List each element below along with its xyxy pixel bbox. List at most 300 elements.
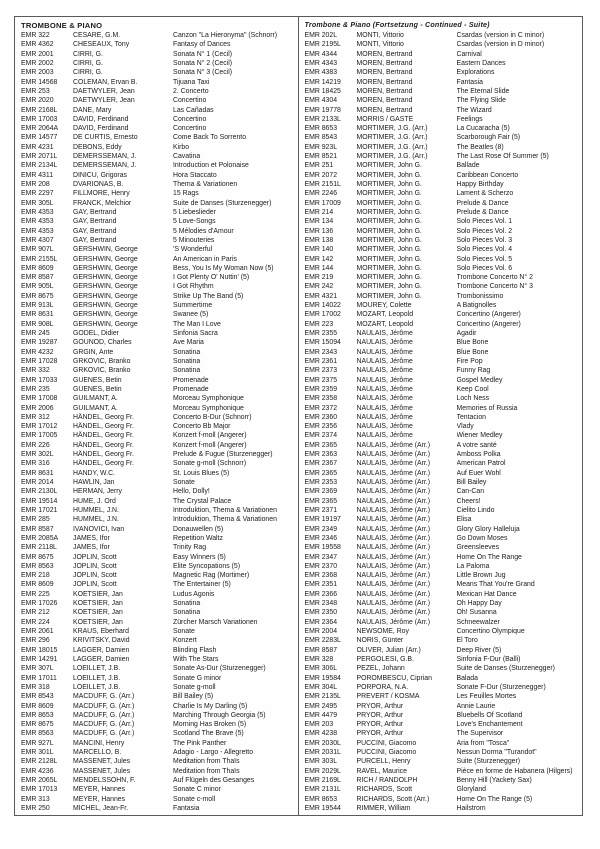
piece-title: Auf Flügeln des Gesanges bbox=[173, 777, 255, 784]
piece-title: Tentacion bbox=[456, 413, 486, 421]
emr-number: EMR 2151L bbox=[304, 181, 341, 188]
emr-number: EMR 2343 bbox=[304, 348, 338, 356]
emr-number: EMR 2353 bbox=[304, 479, 338, 486]
emr-number: EMR 203 bbox=[304, 721, 334, 729]
composer-name: MORTIMER, John G. bbox=[356, 162, 422, 170]
emr-number: EMR 2356 bbox=[304, 423, 338, 431]
emr-number: EMR 235 bbox=[21, 385, 50, 393]
composer-name: DE CURTIS, Ernesto bbox=[73, 134, 138, 142]
piece-title: Eastern Dances bbox=[456, 59, 506, 67]
piece-title: Come Back To Sorrento bbox=[173, 134, 247, 142]
catalog-sheet bbox=[14, 16, 583, 816]
emr-number: EMR 2351 bbox=[304, 581, 338, 589]
catalog-row bbox=[305, 115, 581, 124]
emr-number: EMR 17021 bbox=[21, 506, 58, 514]
emr-number: EMR 2361 bbox=[304, 357, 338, 365]
emr-number: EMR 226 bbox=[21, 441, 50, 449]
catalog-row bbox=[21, 236, 296, 245]
emr-number: EMR 927L bbox=[21, 739, 54, 747]
piece-title: The Entertainer (5) bbox=[173, 581, 231, 589]
catalog-row bbox=[21, 161, 296, 170]
composer-name: GAY, Bertrand bbox=[73, 236, 117, 244]
piece-title: Repetition Waltz bbox=[173, 534, 223, 542]
emr-number: EMR 212 bbox=[21, 609, 50, 617]
composer-name: MACDUFF, G. (Arr.) bbox=[73, 730, 135, 738]
piece-title: Bill Bailey bbox=[456, 479, 487, 486]
catalog-row bbox=[305, 96, 581, 105]
emr-number: EMR 251 bbox=[304, 162, 334, 170]
emr-number: EMR 2130L bbox=[21, 488, 58, 496]
catalog-row bbox=[305, 310, 581, 319]
emr-number: EMR 242 bbox=[304, 283, 334, 291]
emr-number: EMR 285 bbox=[21, 516, 50, 524]
piece-title: La Paloma bbox=[456, 562, 490, 570]
composer-name: PRYOR, Arthur bbox=[356, 721, 404, 729]
composer-name: MORTIMER, John G. bbox=[356, 255, 422, 263]
catalog-row bbox=[305, 227, 581, 236]
catalog-row bbox=[21, 739, 296, 748]
emr-number: EMR 908L bbox=[21, 320, 54, 328]
emr-number: EMR 328 bbox=[304, 655, 334, 663]
composer-name: NAULAIS, Jérôme (Arr.) bbox=[356, 479, 431, 486]
composer-name: PORPORA, N.A. bbox=[356, 683, 409, 691]
piece-title: St. Louis Blues (5) bbox=[173, 469, 230, 477]
composer-name: GAY, Bertrand bbox=[73, 218, 117, 226]
composer-name: NORIS, Günter bbox=[356, 637, 404, 645]
composer-name: MENDELSSOHN, F. bbox=[73, 777, 136, 784]
emr-number: EMR 318 bbox=[21, 683, 50, 691]
composer-name: KOETSIER, Jan bbox=[73, 590, 123, 598]
piece-title: Blue Bone bbox=[456, 339, 489, 347]
catalog-row bbox=[21, 515, 296, 524]
catalog-row bbox=[21, 133, 296, 142]
composer-name: GRGIN, Ante bbox=[73, 348, 114, 356]
piece-title: Sonate g-moll bbox=[173, 683, 216, 691]
composer-name: MORTIMER, John G. bbox=[356, 181, 422, 188]
composer-name: RAVEL, Maurice bbox=[356, 767, 407, 775]
piece-title: Cielito Lindo bbox=[456, 506, 495, 514]
piece-title: 'S Wonderful bbox=[173, 246, 213, 254]
catalog-row bbox=[305, 59, 581, 68]
piece-title: Cheers! bbox=[456, 497, 481, 505]
composer-name: MORTIMER, John G. bbox=[356, 283, 422, 291]
piece-title: Canzon "La Hieronyma" (Schnorr) bbox=[173, 32, 278, 39]
composer-name: NAULAIS, Jérôme (Arr.) bbox=[356, 460, 431, 468]
piece-title: Oh Happy Day bbox=[456, 600, 502, 608]
catalog-row bbox=[305, 553, 581, 562]
catalog-row bbox=[305, 217, 581, 226]
piece-title: An American in Paris bbox=[173, 255, 237, 263]
piece-title: Sonate bbox=[173, 479, 195, 486]
piece-title: Hora Staccato bbox=[173, 171, 217, 179]
composer-name: NAULAIS, Jérôme bbox=[356, 367, 413, 375]
catalog-row bbox=[21, 618, 296, 627]
composer-name: PURCELL, Henry bbox=[356, 758, 411, 766]
composer-name: DANE, Mary bbox=[73, 106, 112, 114]
catalog-row bbox=[305, 720, 581, 729]
emr-number: EMR 2364 bbox=[304, 618, 338, 626]
emr-number: EMR 14568 bbox=[21, 78, 58, 86]
composer-name: NAULAIS, Jérôme (Arr.) bbox=[356, 590, 431, 598]
emr-number: EMR 923L bbox=[304, 143, 338, 151]
composer-name: MORTIMER, John G. bbox=[356, 199, 422, 207]
composer-name: NAULAIS, Jérôme (Arr.) bbox=[356, 609, 431, 617]
piece-title: I Got Rhythm bbox=[173, 283, 214, 291]
catalog-row bbox=[21, 767, 296, 776]
composer-name: NAULAIS, Jérôme (Arr.) bbox=[356, 516, 431, 524]
emr-number: EMR 307L bbox=[21, 665, 54, 673]
composer-name: HERMAN, Jerry bbox=[73, 488, 123, 496]
piece-title: Strike Up The Band (5) bbox=[173, 292, 244, 300]
catalog-row bbox=[305, 795, 581, 804]
emr-number: EMR 4353 bbox=[21, 218, 54, 226]
emr-number: EMR 2367 bbox=[304, 460, 338, 468]
piece-title: Sonata N° 2 (Cecil) bbox=[173, 59, 233, 67]
emr-number: EMR 214 bbox=[304, 208, 334, 216]
composer-name: HUMMEL, J.N. bbox=[73, 506, 119, 514]
catalog-row bbox=[305, 692, 581, 701]
piece-title: Wiener Medley bbox=[456, 432, 503, 440]
catalog-row bbox=[305, 739, 581, 748]
catalog-row bbox=[21, 394, 296, 403]
piece-title: Scarborough Fair (5) bbox=[456, 134, 521, 142]
piece-title: Annie Laurie bbox=[456, 702, 496, 710]
composer-name: JAMES, Ifor bbox=[73, 534, 110, 542]
emr-number: EMR 8587 bbox=[304, 646, 338, 654]
emr-number: EMR 2061 bbox=[21, 628, 54, 635]
piece-title: Ludus Agonis bbox=[173, 590, 215, 598]
emr-number: EMR 2348 bbox=[304, 600, 338, 608]
emr-number: EMR 2350 bbox=[304, 609, 338, 617]
catalog-row bbox=[21, 59, 296, 68]
composer-name: GUENES, Betin bbox=[73, 385, 122, 393]
composer-name: HUME, J. Ord bbox=[73, 497, 116, 505]
composer-name: HÄNDEL, Georg Fr. bbox=[73, 423, 134, 431]
emr-number: EMR 2495 bbox=[304, 702, 338, 710]
emr-number: EMR 301L bbox=[21, 749, 54, 757]
piece-title: Agadir bbox=[456, 330, 477, 337]
catalog-row bbox=[305, 757, 581, 766]
piece-title: Promenade bbox=[173, 376, 209, 384]
emr-number: EMR 138 bbox=[304, 236, 334, 244]
emr-number: EMR 2133L bbox=[304, 115, 341, 123]
piece-title: Sonata N° 3 (Cecil) bbox=[173, 69, 233, 77]
piece-title: Elisa bbox=[456, 516, 472, 524]
composer-name: DEMERSSEMAN, J. bbox=[73, 153, 137, 161]
composer-name: PEZEL, Johann bbox=[356, 665, 405, 673]
composer-name: NAULAIS, Jérôme bbox=[356, 413, 413, 421]
piece-title: The Crystal Palace bbox=[173, 497, 232, 505]
composer-name: HÄNDEL, Georg Fr. bbox=[73, 432, 134, 440]
catalog-row bbox=[21, 431, 296, 440]
emr-number: EMR 907L bbox=[21, 246, 54, 254]
catalog-row bbox=[305, 525, 581, 534]
catalog-row bbox=[21, 795, 296, 804]
composer-name: DAETWYLER, Jean bbox=[73, 87, 135, 95]
emr-number: EMR 8521 bbox=[304, 153, 338, 161]
emr-number: EMR 8653 bbox=[304, 125, 338, 133]
composer-name: HÄNDEL, Georg Fr. bbox=[73, 413, 134, 421]
emr-number: EMR 4479 bbox=[304, 711, 338, 719]
catalog-row bbox=[21, 664, 296, 673]
emr-number: EMR 19584 bbox=[304, 674, 341, 682]
piece-title: Solo Pieces Vol. 6 bbox=[456, 264, 513, 272]
catalog-row bbox=[21, 264, 296, 273]
piece-title: Konzert f-moll (Angerer) bbox=[173, 441, 247, 449]
emr-number: EMR 14291 bbox=[21, 655, 58, 663]
composer-name: MORTIMER, John G. bbox=[356, 236, 422, 244]
emr-number: EMR 2374 bbox=[304, 432, 338, 440]
catalog-row bbox=[305, 68, 581, 77]
composer-name: MORRIS / GASTE bbox=[356, 115, 414, 123]
emr-number: EMR 14219 bbox=[304, 78, 341, 86]
composer-name: NAULAIS, Jérôme bbox=[356, 423, 413, 431]
composer-name: RICH / RANDOLPH bbox=[356, 777, 418, 784]
composer-name: GRKOVIC, Branko bbox=[73, 367, 131, 375]
catalog-row bbox=[305, 348, 581, 357]
emr-number: EMR 19778 bbox=[304, 106, 341, 114]
catalog-row bbox=[305, 683, 581, 692]
piece-title: Summertime bbox=[173, 302, 213, 310]
piece-title: Fantasy of Dances bbox=[173, 41, 231, 49]
catalog-row bbox=[21, 96, 296, 105]
composer-name: MOZART, Leopold bbox=[356, 320, 414, 328]
emr-number: EMR 2363 bbox=[304, 451, 338, 459]
piece-title: Solo Pieces Vol. 4 bbox=[456, 246, 513, 254]
catalog-row bbox=[305, 208, 581, 217]
emr-number: EMR 2006 bbox=[21, 404, 54, 412]
emr-number: EMR 2168L bbox=[21, 106, 58, 114]
composer-name: GAY, Bertrand bbox=[73, 208, 117, 216]
composer-name: MACDUFF, G. (Arr.) bbox=[73, 702, 135, 710]
piece-title: Sonatina bbox=[173, 348, 201, 356]
emr-number: EMR 4362 bbox=[21, 41, 54, 49]
piece-title: Blue Bone bbox=[456, 348, 489, 356]
piece-title: Sonate As-Dur (Sturzenegger) bbox=[173, 665, 266, 673]
catalog-row bbox=[21, 599, 296, 608]
emr-number: EMR 14022 bbox=[304, 302, 341, 310]
piece-title: Bess, You Is My Woman Now (5) bbox=[173, 264, 274, 272]
piece-title: Sonate bbox=[173, 628, 195, 635]
piece-title: Suite (Sturzenegger) bbox=[456, 758, 521, 766]
emr-number: EMR 2365 bbox=[304, 497, 338, 505]
emr-number: EMR 8609 bbox=[21, 702, 54, 710]
piece-title: Trombone Concerto N° 2 bbox=[456, 274, 533, 282]
composer-name: NAULAIS, Jérôme bbox=[356, 357, 413, 365]
catalog-row bbox=[305, 282, 581, 291]
emr-number: EMR 2347 bbox=[304, 553, 338, 561]
emr-number: EMR 4321 bbox=[304, 292, 338, 300]
catalog-row bbox=[21, 459, 296, 468]
catalog-row bbox=[21, 757, 296, 766]
piece-title: Morceau Symphonique bbox=[173, 404, 244, 412]
piece-title: Fire Pop bbox=[456, 357, 483, 365]
catalog-row bbox=[305, 664, 581, 673]
emr-number: EMR 2368 bbox=[304, 572, 338, 580]
emr-number: EMR 2283L bbox=[304, 637, 341, 645]
composer-name: NAULAIS, Jérôme bbox=[356, 339, 413, 347]
piece-title: Nessun Dorma "Turandot" bbox=[456, 749, 537, 757]
piece-title: Fantasia bbox=[173, 804, 200, 812]
emr-number: EMR 2365 bbox=[304, 441, 338, 449]
piece-title: Auf Euer Wohl bbox=[456, 469, 501, 477]
piece-title: Gloryland bbox=[456, 786, 486, 794]
composer-name: CESARE, G.M. bbox=[73, 32, 121, 39]
emr-number: EMR 2358 bbox=[304, 395, 338, 403]
emr-number: EMR 2014 bbox=[21, 479, 54, 486]
emr-number: EMR 8587 bbox=[21, 525, 54, 533]
piece-title: Keep Cool bbox=[456, 385, 489, 393]
catalog-row bbox=[21, 627, 296, 636]
composer-name: MORTIMER, John G. bbox=[356, 246, 422, 254]
piece-title: Csardas (version in C minor) bbox=[456, 32, 545, 39]
piece-title: Cavatina bbox=[173, 153, 201, 161]
piece-title: Sonatina bbox=[173, 609, 201, 617]
emr-number: EMR 312 bbox=[21, 413, 50, 421]
emr-number: EMR 2370 bbox=[304, 562, 338, 570]
catalog-row bbox=[21, 692, 296, 701]
catalog-row bbox=[305, 636, 581, 645]
emr-number: EMR 250 bbox=[21, 804, 50, 812]
composer-name: PUCCINI, Giacomo bbox=[356, 749, 417, 757]
composer-name: JAMES, Ifor bbox=[73, 544, 110, 552]
piece-title: Little Brown Jug bbox=[456, 572, 506, 580]
emr-number: EMR 253 bbox=[21, 87, 50, 95]
catalog-row bbox=[21, 804, 296, 813]
composer-name: LOEILLET, J.B. bbox=[73, 665, 121, 673]
composer-name: LOEILLET, J.B. bbox=[73, 683, 121, 691]
catalog-row bbox=[305, 50, 581, 59]
piece-title: Benny Hill (Yackety Sax) bbox=[456, 777, 532, 784]
catalog-row bbox=[21, 404, 296, 413]
composer-name: HAWLIN, Jan bbox=[73, 479, 115, 486]
piece-title: The Eternal Slide bbox=[456, 87, 510, 95]
emr-number: EMR 208 bbox=[21, 181, 50, 188]
composer-name: MANCINI, Henry bbox=[73, 739, 125, 747]
emr-number: EMR 2001 bbox=[21, 50, 54, 58]
catalog-row bbox=[305, 618, 581, 627]
catalog-row bbox=[305, 459, 581, 468]
piece-title: Pièce en forme de Habanera (Hilgers) bbox=[456, 767, 573, 775]
composer-name: DVARIONAS, B. bbox=[73, 181, 124, 188]
composer-name: MORTIMER, J.G. (Arr.) bbox=[356, 143, 428, 151]
catalog-row bbox=[305, 776, 581, 785]
catalog-row bbox=[21, 338, 296, 347]
composer-name: NAULAIS, Jérôme (Arr.) bbox=[356, 618, 431, 626]
emr-number: EMR 8609 bbox=[21, 264, 54, 272]
piece-title: Greensleeves bbox=[456, 544, 500, 552]
piece-title: Promenade bbox=[173, 385, 209, 393]
emr-number: EMR 8675 bbox=[21, 292, 54, 300]
catalog-row bbox=[305, 273, 581, 282]
piece-title: Morceau Symphonique bbox=[173, 395, 244, 403]
composer-name: MACDUFF, G. (Arr.) bbox=[73, 721, 135, 729]
composer-name: NAULAIS, Jérôme (Arr.) bbox=[356, 497, 431, 505]
emr-number: EMR 17005 bbox=[21, 432, 58, 440]
piece-title: Sonatina bbox=[173, 367, 201, 375]
emr-number: EMR 2064A bbox=[21, 125, 59, 133]
emr-number: EMR 2030L bbox=[304, 739, 341, 747]
catalog-row bbox=[305, 236, 581, 245]
emr-number: EMR 2065L bbox=[21, 777, 58, 784]
composer-name: DEBONS, Eddy bbox=[73, 143, 122, 151]
emr-number: EMR 18015 bbox=[21, 646, 58, 654]
composer-name: MICHEL, Jean-Fr. bbox=[73, 804, 129, 812]
piece-title: Concerto Bb Major bbox=[173, 423, 231, 431]
emr-number: EMR 2169L bbox=[304, 777, 341, 784]
piece-title: Charlie Is My Darling (5) bbox=[173, 702, 248, 710]
piece-title: 5 Minouteries bbox=[173, 236, 215, 244]
catalog-row bbox=[305, 487, 581, 496]
composer-name: CIRRI, G. bbox=[73, 69, 103, 77]
emr-number: EMR 2360 bbox=[304, 413, 338, 421]
emr-number: EMR 4311 bbox=[21, 171, 54, 179]
emr-number: EMR 905L bbox=[21, 283, 54, 291]
emr-number: EMR 4343 bbox=[304, 59, 338, 67]
emr-number: EMR 8587 bbox=[21, 274, 54, 282]
piece-title: Ballade bbox=[456, 162, 480, 170]
emr-number: EMR 8543 bbox=[304, 134, 338, 142]
catalog-row bbox=[21, 422, 296, 431]
emr-number: EMR 219 bbox=[304, 274, 334, 282]
catalog-row bbox=[305, 245, 581, 254]
composer-name: KOETSIER, Jan bbox=[73, 618, 123, 626]
piece-title: Solo Pieces Vol. 1 bbox=[456, 218, 513, 226]
catalog-row bbox=[305, 124, 581, 133]
catalog-row bbox=[21, 729, 296, 738]
catalog-row bbox=[305, 608, 581, 617]
piece-title: Vlady bbox=[456, 423, 474, 431]
piece-title: The Supervisor bbox=[456, 730, 504, 738]
catalog-row bbox=[305, 255, 581, 264]
catalog-row bbox=[21, 171, 296, 180]
emr-number: EMR 2031L bbox=[304, 749, 341, 757]
composer-name: MORTIMER, John G. bbox=[356, 208, 422, 216]
piece-title: Mexican Hat Dance bbox=[456, 590, 517, 598]
piece-title: Feelings bbox=[456, 115, 483, 123]
emr-number: EMR 17009 bbox=[304, 199, 341, 207]
piece-title: Meditation from Thaïs bbox=[173, 767, 240, 775]
piece-title: American Patrol bbox=[456, 460, 506, 468]
catalog-row bbox=[21, 748, 296, 757]
emr-number: EMR 14577 bbox=[21, 134, 58, 142]
right-column-rows bbox=[305, 31, 581, 813]
composer-name: MOREN, Bertrand bbox=[356, 50, 413, 58]
piece-title: Memories of Russia bbox=[456, 404, 518, 412]
composer-name: GUILMANT, A. bbox=[73, 395, 118, 403]
emr-number: EMR 913L bbox=[21, 302, 54, 310]
composer-name: NAULAIS, Jérôme bbox=[356, 330, 413, 337]
piece-title: Trombonissimo bbox=[456, 292, 504, 300]
emr-number: EMR 4231 bbox=[21, 143, 54, 151]
catalog-row bbox=[21, 683, 296, 692]
composer-name: HANDY, W.C. bbox=[73, 469, 115, 477]
catalog-row bbox=[305, 357, 581, 366]
composer-name: MOREN, Bertrand bbox=[356, 59, 413, 67]
composer-name: JOPLIN, Scott bbox=[73, 553, 117, 561]
piece-title: Sonatina bbox=[173, 357, 201, 365]
catalog-row bbox=[21, 152, 296, 161]
catalog-row bbox=[305, 534, 581, 543]
emr-number: EMR 2155L bbox=[21, 255, 58, 263]
composer-name: NAULAIS, Jérôme (Arr.) bbox=[356, 534, 431, 542]
piece-title: Zürcher Marsch Variationen bbox=[173, 618, 258, 626]
composer-name: NAULAIS, Jérôme (Arr.) bbox=[356, 581, 431, 589]
composer-name: PRYOR, Arthur bbox=[356, 702, 404, 710]
catalog-row bbox=[305, 301, 581, 310]
emr-number: EMR 306L bbox=[304, 665, 338, 673]
piece-title: 2. Concerto bbox=[173, 87, 209, 95]
